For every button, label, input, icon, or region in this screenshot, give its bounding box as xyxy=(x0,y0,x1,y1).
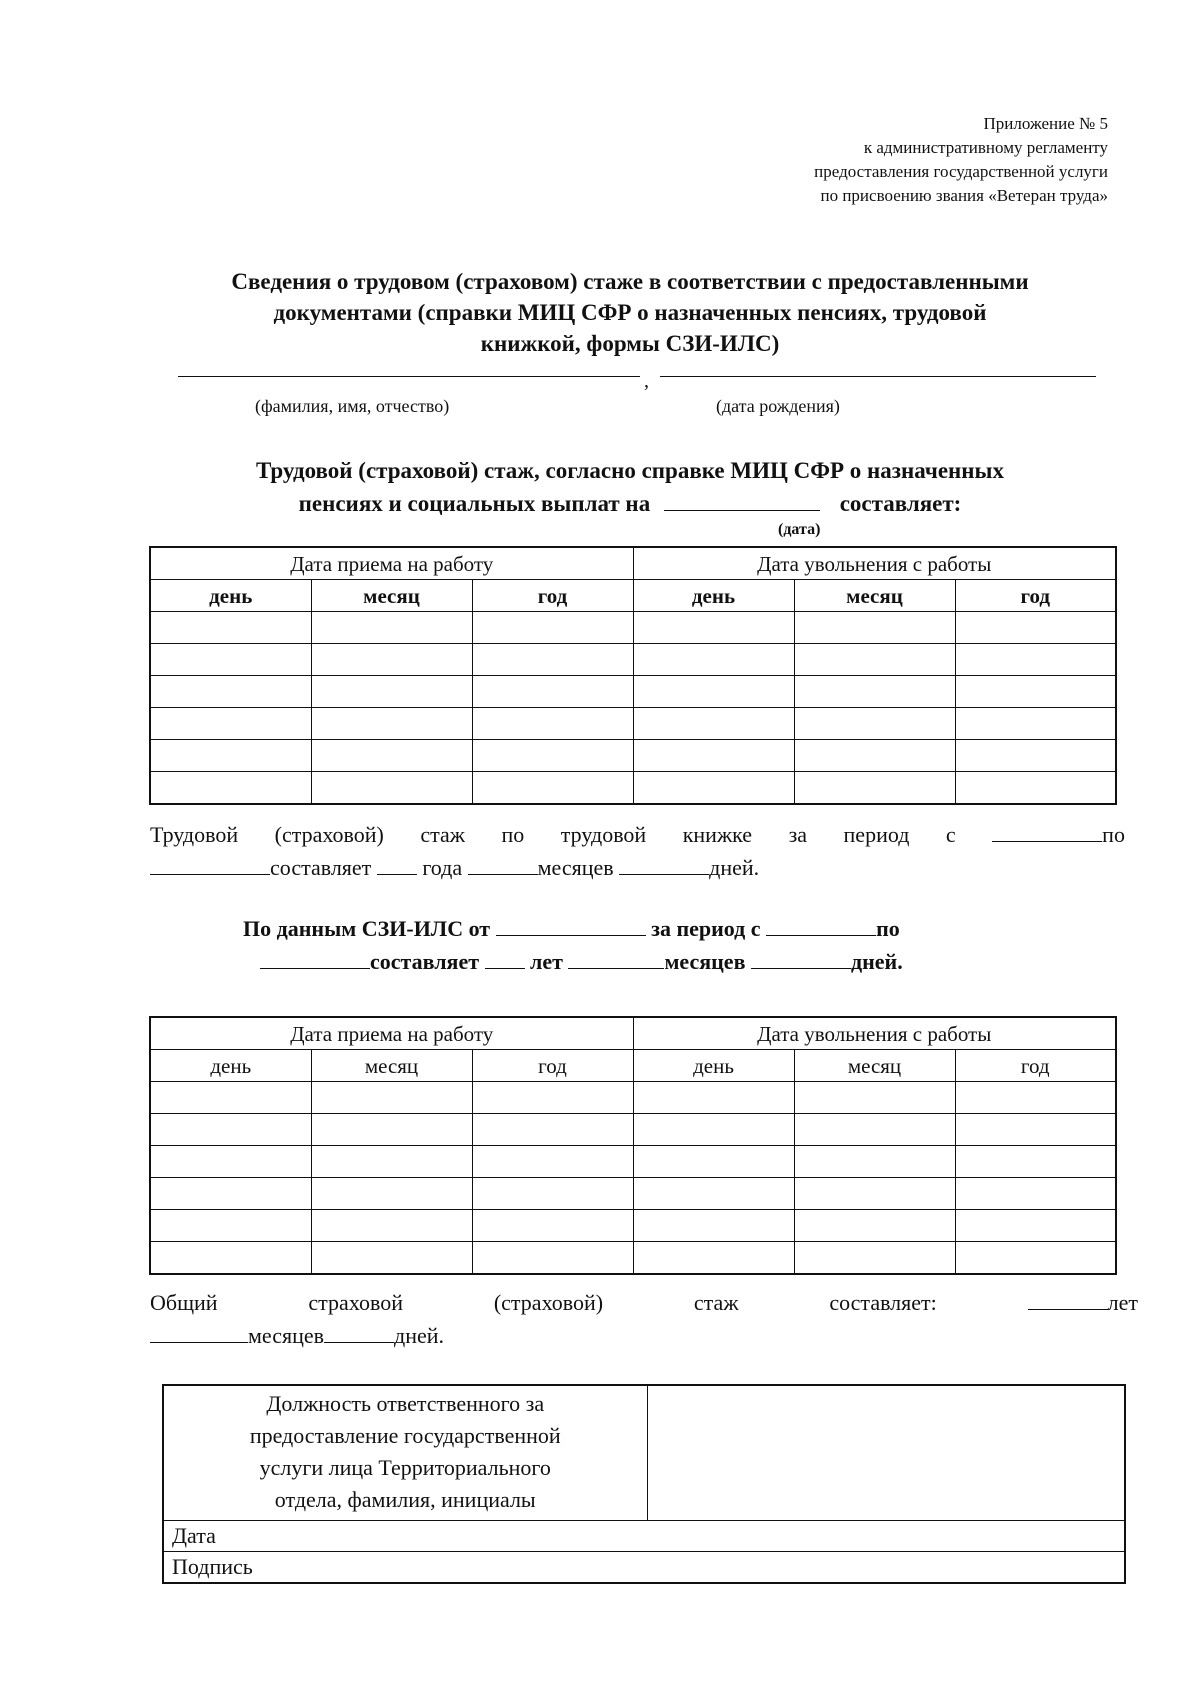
full-name-caption: (фамилия, имя, отчество) xyxy=(255,396,450,416)
table-cell[interactable] xyxy=(794,1210,955,1242)
appendix-line: предоставления государственной услуги xyxy=(814,162,1108,181)
table-cell[interactable] xyxy=(311,644,472,676)
table-cell[interactable] xyxy=(150,1114,311,1146)
table-cell[interactable] xyxy=(633,1242,794,1275)
total-paragraph xyxy=(150,1286,1138,1352)
word: По данным СЗИ-ИЛС от xyxy=(243,916,491,941)
word: стаж xyxy=(693,1290,739,1315)
table-cell[interactable] xyxy=(955,1082,1116,1114)
column-header: год xyxy=(955,580,1116,612)
total-months-field[interactable] xyxy=(150,1322,248,1343)
table-cell[interactable] xyxy=(633,1210,794,1242)
paragraph-line xyxy=(150,912,1125,945)
paragraph-line xyxy=(150,851,1125,884)
table-cell[interactable] xyxy=(633,612,794,644)
signature-label: Подпись xyxy=(172,1554,253,1579)
position-label-line: отдела, фамилия, инициалы xyxy=(274,1487,536,1512)
word: страховой xyxy=(308,1290,403,1315)
table-cell[interactable] xyxy=(955,708,1116,740)
table-cell[interactable] xyxy=(955,676,1116,708)
szi-date-field[interactable] xyxy=(496,915,646,936)
table-cell[interactable] xyxy=(150,1146,311,1178)
total-days-field[interactable] xyxy=(324,1322,394,1343)
table-cell[interactable] xyxy=(311,1146,472,1178)
table-cell[interactable] xyxy=(472,1210,633,1242)
column-header: день xyxy=(150,580,311,612)
table-cell[interactable] xyxy=(794,1114,955,1146)
table-cell[interactable] xyxy=(311,1082,472,1114)
word: за xyxy=(788,822,808,847)
column-header: месяц xyxy=(794,580,955,612)
position-label-line: предоставление государственной xyxy=(249,1423,561,1448)
table-cell[interactable] xyxy=(472,1146,633,1178)
position-label-cell xyxy=(163,1385,647,1521)
paragraph-line xyxy=(150,1319,1138,1352)
appendix-line: к административному регламенту xyxy=(863,138,1108,157)
word: (страховой) xyxy=(493,1290,604,1315)
szi-period-from-field[interactable] xyxy=(766,915,876,936)
table-cell[interactable] xyxy=(472,772,633,805)
table-cell[interactable] xyxy=(955,740,1116,772)
word: по xyxy=(501,822,525,847)
table-cell[interactable] xyxy=(794,1178,955,1210)
table-cell[interactable] xyxy=(633,1082,794,1114)
table-cell[interactable] xyxy=(955,772,1116,805)
word: дней. xyxy=(709,855,760,880)
column-header: месяц xyxy=(794,1050,955,1082)
table-cell[interactable] xyxy=(794,772,955,805)
word: стаж xyxy=(420,822,466,847)
table-cell[interactable] xyxy=(955,1210,1116,1242)
date-label: Дата xyxy=(172,1523,216,1548)
table-cell[interactable] xyxy=(311,676,472,708)
table-cell[interactable] xyxy=(472,1082,633,1114)
document-title xyxy=(130,266,1130,359)
column-header: день xyxy=(633,1050,794,1082)
table-cell[interactable] xyxy=(955,1242,1116,1275)
word: с xyxy=(945,822,956,847)
word: составляет xyxy=(370,949,480,974)
table-cell[interactable] xyxy=(794,1146,955,1178)
word: трудовой xyxy=(560,822,647,847)
appendix-line: Приложение № 5 xyxy=(983,114,1108,133)
table-cell[interactable] xyxy=(311,740,472,772)
column-header: год xyxy=(955,1050,1116,1082)
word: месяцев xyxy=(664,949,746,974)
date-row[interactable] xyxy=(163,1521,1125,1552)
title-line: Сведения о трудовом (страховом) стаже в соответствии с предоставленными xyxy=(231,269,1029,294)
table-row xyxy=(150,740,1116,772)
position-label-line: Должность ответственного за xyxy=(266,1391,545,1416)
table-row xyxy=(150,1242,1116,1275)
word: года xyxy=(422,855,463,880)
szi-period-to-field[interactable] xyxy=(260,948,370,969)
position-label-line: услуги лица Территориального xyxy=(259,1455,551,1480)
word: период xyxy=(843,822,910,847)
table-cell[interactable] xyxy=(955,612,1116,644)
table-row xyxy=(150,676,1116,708)
birth-date-field[interactable] xyxy=(660,376,1096,377)
table-cell[interactable] xyxy=(955,1146,1116,1178)
column-header: месяц xyxy=(311,1050,472,1082)
table-cell[interactable] xyxy=(150,1178,311,1210)
table-cell[interactable] xyxy=(794,1082,955,1114)
table-cell[interactable] xyxy=(794,708,955,740)
table-cell[interactable] xyxy=(472,612,633,644)
table-cell[interactable] xyxy=(955,1114,1116,1146)
szi-months-field[interactable] xyxy=(568,948,664,969)
word: месяцев xyxy=(248,1323,325,1348)
table-row xyxy=(150,1210,1116,1242)
dismiss-date-header: Дата увольнения с работы xyxy=(633,547,1116,580)
table-cell[interactable] xyxy=(794,644,955,676)
table-cell[interactable] xyxy=(150,1082,311,1114)
fio-comma: , xyxy=(644,370,649,392)
word: Общий xyxy=(150,1290,218,1315)
szi-ils-paragraph xyxy=(150,912,1125,978)
table-cell[interactable] xyxy=(633,1146,794,1178)
employment-table-2 xyxy=(149,1016,1117,1275)
table-cell[interactable] xyxy=(150,1210,311,1242)
word: за период с xyxy=(651,916,761,941)
table-cell[interactable] xyxy=(150,644,311,676)
responsible-person-table xyxy=(162,1384,1126,1584)
table-cell[interactable] xyxy=(311,1210,472,1242)
table-cell[interactable] xyxy=(955,644,1116,676)
birth-date-caption: (дата рождения) xyxy=(716,396,840,416)
table-cell[interactable] xyxy=(311,772,472,805)
paragraph-line xyxy=(150,945,1125,978)
table-row xyxy=(150,772,1116,805)
table-cell[interactable] xyxy=(150,772,311,805)
table-cell[interactable] xyxy=(150,740,311,772)
heading-text: пенсиях и социальных выплат на xyxy=(298,491,651,516)
table-cell[interactable] xyxy=(472,1114,633,1146)
table-cell[interactable] xyxy=(472,676,633,708)
paragraph-line xyxy=(150,818,1125,851)
table-cell[interactable] xyxy=(633,676,794,708)
table-cell[interactable] xyxy=(472,1242,633,1275)
table-cell[interactable] xyxy=(794,612,955,644)
full-name-field[interactable] xyxy=(178,376,640,377)
section-mic-sfr-heading xyxy=(140,454,1120,520)
word: лет xyxy=(530,949,563,974)
szi-years-field[interactable] xyxy=(485,948,525,969)
table-cell[interactable] xyxy=(311,1114,472,1146)
labor-book-paragraph xyxy=(150,818,1125,884)
table-cell[interactable] xyxy=(633,708,794,740)
total-years-group xyxy=(1028,1286,1138,1319)
table-cell[interactable] xyxy=(150,676,311,708)
total-years-field[interactable] xyxy=(1028,1289,1108,1310)
word: Трудовой xyxy=(150,822,239,847)
paragraph-line xyxy=(150,1286,1138,1319)
table-row xyxy=(150,612,1116,644)
word: дней. xyxy=(850,949,903,974)
table-cell[interactable] xyxy=(150,708,311,740)
word: по xyxy=(1102,822,1125,847)
word: составляет xyxy=(270,855,372,880)
column-header: день xyxy=(633,580,794,612)
table-cell[interactable] xyxy=(955,1178,1116,1210)
word: (страховой) xyxy=(274,822,384,847)
table-row xyxy=(150,708,1116,740)
employment-table-1 xyxy=(149,546,1117,805)
table-cell[interactable] xyxy=(150,1242,311,1275)
title-line: книжкой, формы СЗИ-ИЛС) xyxy=(480,331,780,356)
table-cell[interactable] xyxy=(472,644,633,676)
table-cell[interactable] xyxy=(633,772,794,805)
word: составляет: xyxy=(829,1290,937,1315)
table-cell[interactable] xyxy=(794,740,955,772)
table-cell[interactable] xyxy=(794,1242,955,1275)
table-cell[interactable] xyxy=(794,676,955,708)
appendix-line: по присвоению звания «Ветеран труда» xyxy=(820,186,1108,205)
table-cell[interactable] xyxy=(633,740,794,772)
column-header: год xyxy=(472,1050,633,1082)
heading-text: составляет: xyxy=(839,491,962,516)
table-row xyxy=(150,1146,1116,1178)
table-cell[interactable] xyxy=(311,612,472,644)
table-cell[interactable] xyxy=(150,612,311,644)
years-field[interactable] xyxy=(377,854,417,875)
heading-line: Трудовой (страховой) стаж, согласно справке МИЦ СФР о назначенных xyxy=(255,458,1005,483)
hire-date-header: Дата приема на работу xyxy=(150,547,633,580)
period-to-field[interactable] xyxy=(150,854,270,875)
title-line: документами (справки МИЦ СФР о назначенных пенсиях, трудовой xyxy=(273,300,987,325)
heading-line xyxy=(140,487,1120,520)
szi-days-field[interactable] xyxy=(751,948,851,969)
dismiss-date-header: Дата увольнения с работы xyxy=(633,1017,1116,1050)
table-cell[interactable] xyxy=(633,1114,794,1146)
days-field[interactable] xyxy=(619,854,709,875)
table-cell[interactable] xyxy=(633,1178,794,1210)
date-caption: (дата) xyxy=(778,521,821,538)
table-cell[interactable] xyxy=(472,740,633,772)
months-field[interactable] xyxy=(468,854,538,875)
word: дней. xyxy=(394,1323,445,1348)
table-cell[interactable] xyxy=(472,1178,633,1210)
word: месяцев xyxy=(537,855,614,880)
position-value-cell[interactable] xyxy=(647,1385,1125,1521)
column-header: день xyxy=(150,1050,311,1082)
word: по xyxy=(876,916,900,941)
table-row xyxy=(150,644,1116,676)
column-header: месяц xyxy=(311,580,472,612)
hire-date-header: Дата приема на работу xyxy=(150,1017,633,1050)
table-row xyxy=(150,1114,1116,1146)
table-cell[interactable] xyxy=(311,1178,472,1210)
table-row xyxy=(150,1178,1116,1210)
column-header: год xyxy=(472,580,633,612)
table-cell[interactable] xyxy=(311,1242,472,1275)
word: книжке xyxy=(682,822,753,847)
period-from-field[interactable] xyxy=(992,821,1102,842)
table-cell[interactable] xyxy=(472,708,633,740)
period-from-group xyxy=(992,818,1125,851)
table-row xyxy=(150,1082,1116,1114)
signature-row[interactable] xyxy=(163,1552,1125,1584)
appendix-header xyxy=(814,112,1108,208)
word: лет xyxy=(1107,1290,1138,1315)
certificate-date-field[interactable] xyxy=(664,490,820,511)
table-cell[interactable] xyxy=(311,708,472,740)
table-cell[interactable] xyxy=(633,644,794,676)
